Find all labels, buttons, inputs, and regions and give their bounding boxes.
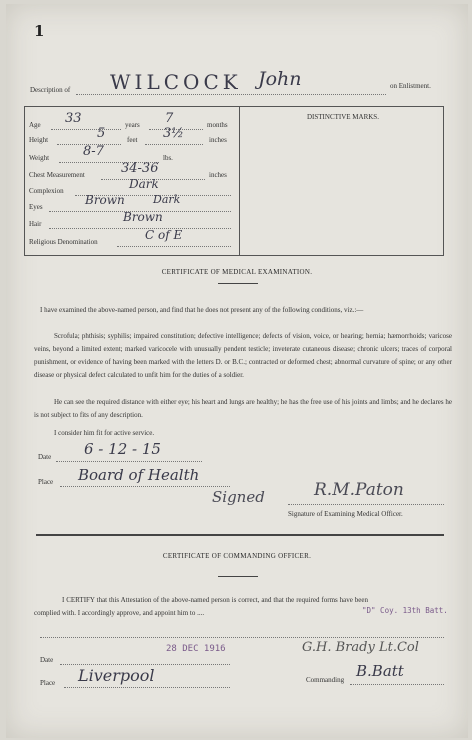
hair-value: Brown <box>123 210 163 224</box>
hair-label: Hair <box>29 220 42 228</box>
hair-line <box>49 228 231 229</box>
medical-conditions: Scrofula; phthisis; syphilis; impaired constitution; defective intelligence; defects of vision, voice, or hearing; hernia; hæmorrhoids; varicose veins, beyond a limited extent; marked varicocele with unusually pendent testicle; inveterate cutaneous disease; chronic ulcers; traces of corporal punishment, or evidence of having been marked with the letters D. or B.C.; contracted or deformed chest; abnormal curvature of spine; or any other disease or physical defect calculated to unfit him for the duties of a soldier. <box>34 332 452 379</box>
age-line <box>51 129 121 130</box>
commanding-sign-line <box>350 684 444 685</box>
commanding-text: I CERTIFY that this Attestation of the above-named person is correct, and that the required forms have been complied with. I accordingly approve, and appoint him to .... <box>34 596 368 617</box>
medical-place-line <box>60 486 230 487</box>
date-stamp: 28 DEC 1916 <box>166 644 226 654</box>
years-label: years <box>125 121 140 129</box>
medical-date-label: Date <box>38 453 52 461</box>
commanding-label: Commanding <box>306 676 345 684</box>
height-feet-value: 5 <box>97 126 106 141</box>
medical-intro: I have examined the above-named person, and find that he does not present any of the following conditions, viz.:— <box>40 306 364 314</box>
commanding-date-line <box>60 664 230 665</box>
religion-value: C of E <box>145 228 183 242</box>
medical-fit: I consider him fit for active service. <box>54 429 155 437</box>
weight-label: Weight <box>29 154 50 162</box>
age-months-value: 7 <box>165 111 174 126</box>
commanding-dotline <box>40 637 444 638</box>
feet-label: feet <box>127 136 138 144</box>
forename-value: John <box>258 68 302 90</box>
height-inches-line <box>145 144 203 145</box>
height-label: Height <box>29 136 49 144</box>
eyes-value-2: Dark <box>153 193 181 206</box>
complexion-value: Dark <box>129 177 159 191</box>
commanding-signature: B.Batt <box>356 662 404 680</box>
medical-signature-label: Signature of Examining Medical Officer. <box>288 510 403 518</box>
medical-heading: CERTIFICATE OF MEDICAL EXAMINATION. <box>161 268 313 276</box>
medical-signature: R.M.Paton <box>314 480 404 500</box>
commanding-heading: CERTIFICATE OF COMMANDING OFFICER. <box>162 552 312 560</box>
commanding-place-value: Liverpool <box>78 666 155 685</box>
height-inches-value: 3½ <box>163 126 184 141</box>
commanding-date-label: Date <box>40 656 54 664</box>
attestation-page <box>6 4 468 738</box>
commanding-place-line <box>64 687 230 688</box>
eyes-label: Eyes <box>29 203 43 211</box>
medical-date-value: 6 - 12 - 15 <box>84 440 161 458</box>
commanding-place-label: Place <box>40 679 56 687</box>
distinctive-marks-label: DISTINCTIVE MARKS. <box>307 113 379 121</box>
age-label: Age <box>29 121 41 129</box>
medical-signature-line <box>288 504 444 505</box>
religion-line <box>117 246 231 247</box>
details-box <box>24 106 444 256</box>
signature-scrawl: Signed <box>212 488 265 506</box>
section-divider <box>36 534 444 536</box>
medical-vision: He can see the required distance with either eye; his heart and lungs are healthy; he has the free use of his joints and limbs; and he declares he is not subject to fits of any description. <box>34 398 452 419</box>
details-divider <box>239 107 240 255</box>
age-years-value: 33 <box>65 111 82 126</box>
weight-value: 8-7 <box>83 144 104 159</box>
complexion-label: Complexion <box>29 187 64 195</box>
commanding-heading-rule <box>218 576 258 577</box>
surname-value: WILCOCK <box>110 70 242 94</box>
description-prefix: Description of <box>30 86 71 94</box>
inches-label: inches <box>209 136 227 144</box>
description-dotline <box>76 94 386 95</box>
medical-place-value: Board of Health <box>78 466 200 484</box>
medical-heading-rule <box>218 283 258 284</box>
page-number: 1 <box>34 22 45 40</box>
medical-place-label: Place <box>38 478 54 486</box>
chest-inches-label: inches <box>209 171 227 179</box>
lbs-label: lbs. <box>163 154 173 162</box>
unit-stamp: "D" Coy. 13th Batt. <box>362 606 448 615</box>
eyes-value: Brown <box>85 193 125 207</box>
religion-label: Religious Denomination <box>29 238 98 246</box>
medical-date-line <box>56 461 202 462</box>
description-suffix: on Enlistment. <box>390 82 431 90</box>
chest-value: 34-36 <box>121 161 159 176</box>
months-label: months <box>207 121 228 129</box>
chest-label: Chest Measurement <box>29 171 85 179</box>
commanding-rank: G.H. Brady Lt.Col <box>302 640 419 655</box>
